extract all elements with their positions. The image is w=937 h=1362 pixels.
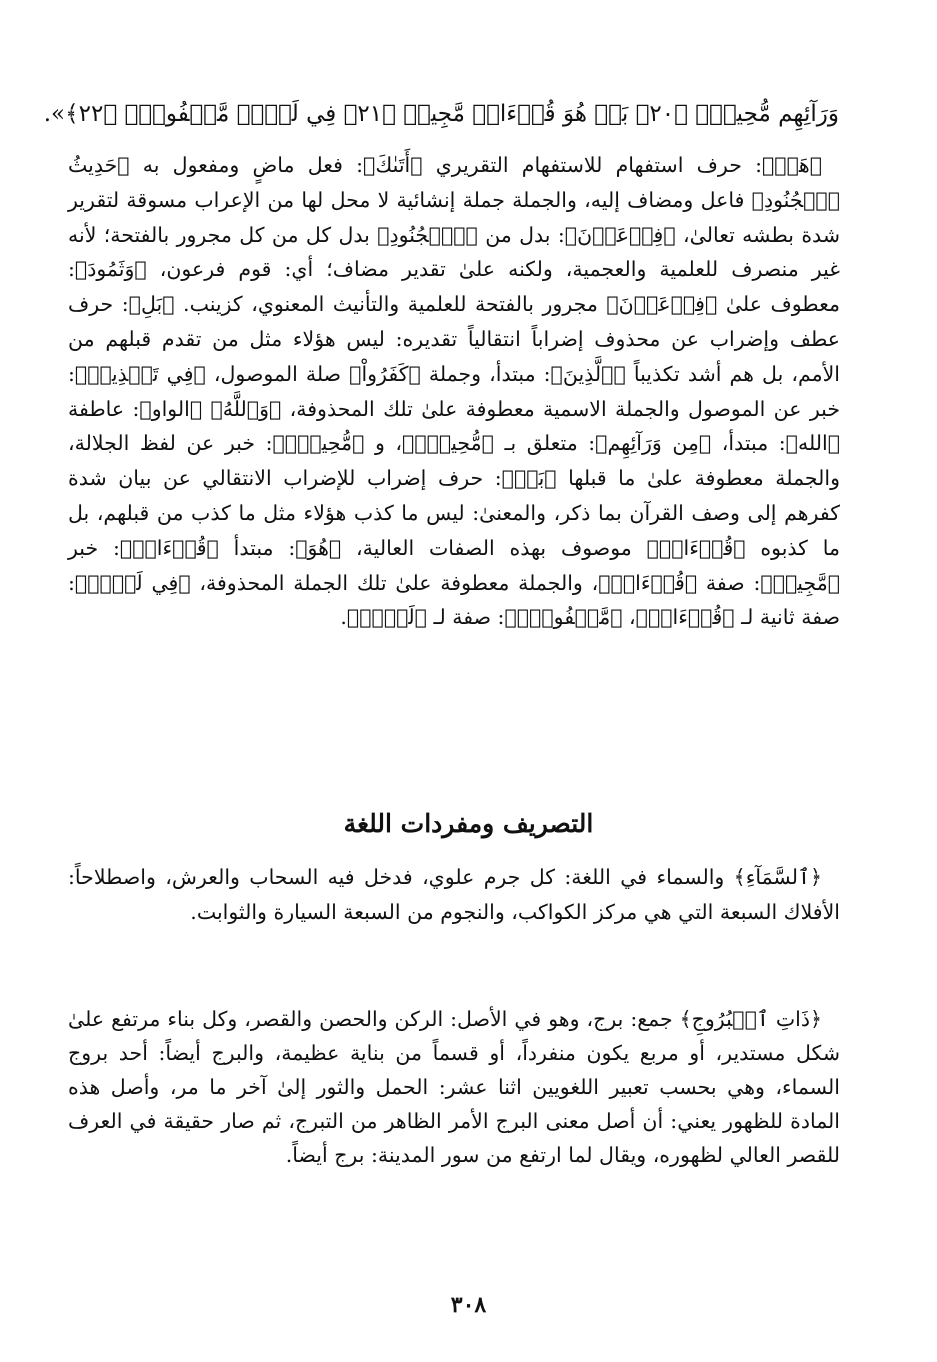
irab-paragraph xyxy=(68,148,840,784)
section-heading: التصريف ومفردات اللغة xyxy=(343,809,594,838)
vocab-paragraph-sky xyxy=(68,860,840,982)
vocab-paragraph-towers xyxy=(68,1002,840,1250)
vocab-paragraph-towers-text: ﴿ذَاتِ ٱلۡبُرُوجِ﴾ جمع: برج، وهو في الأصل: الركن والحصن والقصر، وكل بناء مرتفع علىٰ شكل مستدير، أو مربع يكون منفرداً، أو قسماً من بناية عظيمة، والبرج أيضاً: أحد بروج السماء، وهي بحسب تعبير اللغويين اثنا عشر: الحمل والثور إلىٰ آخر ما مر، وأصل هذه المادة للظهور يعني: أن أصل معنى البرج الأمر الظاهر من التبرج، ثم صار حقيقة في العرف للقصر العالي لظهوره، ويقال لما ارتفع من سور المدينة: برج أيضاً. xyxy=(68,1007,840,1167)
vocab-paragraph-sky-text: ﴿ٱلسَّمَآءِ﴾ والسماء في اللغة: كل جرم علوي، فدخل فيه السحاب والعرش، واصطلاحاً: الأفلاك السبعة التي هي مركز الكواكب، والنجوم من السبعة السيارة والثوابت. xyxy=(68,865,840,924)
page-number: ٣٠٨ xyxy=(450,1292,487,1318)
irab-paragraph-text: ﴿هَلۡ﴾: حرف استفهام للاستفهام التقريري ﴿أَتَىٰكَ﴾: فعل ماضٍ ومفعول به ﴿حَدِيثُ ٱلۡجُنُودِ﴾ فاعل ومضاف إليه، والجملة جملة إنشائية لا محل لها من الإعراب مسوقة لتقرير شدة بطشه تعالىٰ، ﴿فِرۡعَوۡنَ﴾: بدل من ﴿ٱلۡجُنُودِ﴾ بدل كل من كل مجرور بالفتحة؛ لأنه غير منصرف للعلمية والعجمية، ولكنه علىٰ تقدير مضاف؛ أي: قوم فرعون، ﴿وَثَمُودَ﴾: معطوف علىٰ ﴿فِرۡعَوۡنَ﴾ مجرور بالفتحة للعلمية والتأنيث المعنوي، كزينب. ﴿بَلِ﴾: حرف عطف وإضراب عن محذوف إضراباً انتقالياً تقديره: ليس هؤلاء مثل من تقدم قبلهم من الأمم، بل هم أشد تكذيباً ﴿ٱلَّذِينَ﴾: مبتدأ، وجملة ﴿كَفَرُواْ﴾ صلة الموصول، ﴿فِي تَكۡذِيبٖ﴾: خبر عن الموصول والجملة الاسمية معطوفة علىٰ تلك المحذوفة، ﴿وَٱللَّهُ﴾ ﴿الواو﴾: عاطفة ﴿الله﴾: مبتدأ، ﴿مِن وَرَآئِهِم﴾: متعلق بـ ﴿مُّحِيطُۢ﴾، و ﴿مُّحِيطُۢ﴾: خبر عن لفظ الجلالة، والجملة معطوفة علىٰ ما قبلها ﴿بَلۡ﴾: حرف إضراب للإضراب الانتقالي عن بيان شدة كفرهم إلى وصف القرآن بما ذكر، والمعنىٰ: ليس ما كذب هؤلاء مثل ما كذب من قبلهم، بل ما كذبوه ﴿قُرۡءَانٞ﴾ موصوف بهذه الصفات العالية، ﴿هُوَ﴾: مبتدأ ﴿قُرۡءَانٞ﴾: خبر ﴿مَّجِيدٞ﴾: صفة ﴿قُرۡءَانٞ﴾، والجملة معطوفة علىٰ تلك الجملة المحذوفة، ﴿فِي لَوۡحٖ﴾: صفة ثانية لـ ﴿قُرۡءَانٞ﴾، ﴿مَّحۡفُوظِۭ﴾: صفة لـ ﴿لَوۡحٖ﴾. xyxy=(68,153,840,630)
quran-verse-line: وَرَآئِهِم مُّحِيطُۢ ﴿٢٠﴾ بَلۡ هُوَ قُرۡءَانٞ مَّجِيدٞ ﴿٢١﴾ فِي لَوۡحٖ مَّحۡفُوظِۭ ﴿٢٢﴾». xyxy=(43,101,839,127)
